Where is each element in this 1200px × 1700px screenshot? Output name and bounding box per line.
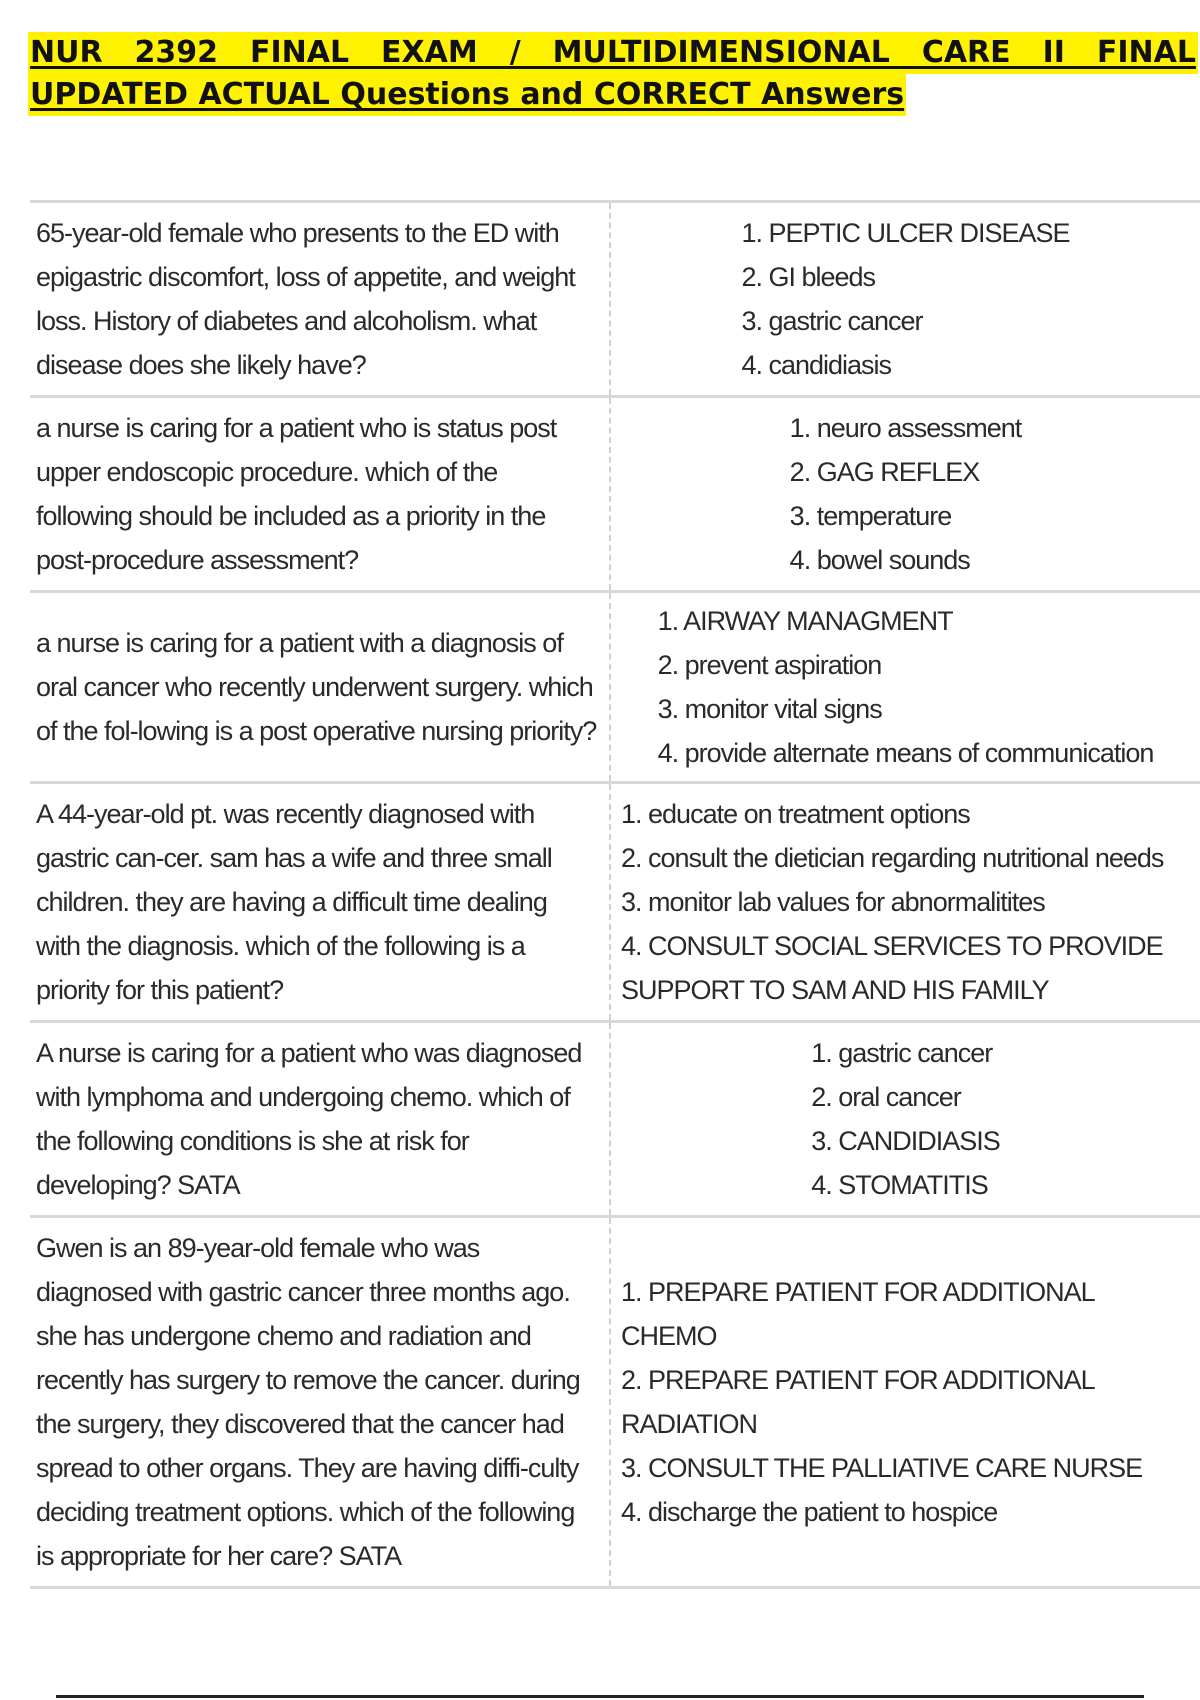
answer-option: 2. prevent aspiration [657, 650, 882, 680]
answer-option: 4. provide alternate means of communication [657, 738, 1154, 768]
qa-row [30, 592, 1200, 783]
answer-cell [610, 397, 1200, 592]
question-cell [30, 1022, 610, 1217]
answer-option: 3. CONSULT THE PALLIATIVE CARE NURSE [621, 1453, 1143, 1483]
answer-cell [610, 783, 1200, 1022]
answer-option: 3. monitor vital signs [657, 694, 882, 724]
answer-option: 3. gastric cancer [741, 306, 923, 336]
answer-option: 2. PREPARE PATIENT FOR ADDITIONAL RADIATION [621, 1365, 1094, 1439]
answer-option: 4. candidiasis [741, 350, 892, 380]
answer-option: 3. monitor lab values for abnormalitites [621, 887, 1045, 917]
answer-cell [610, 1217, 1200, 1588]
answer-cell [610, 592, 1200, 783]
answer-option: 1. AIRWAY MANAGMENT [657, 606, 953, 636]
answer-option: 3. temperature [789, 501, 952, 531]
question-cell [30, 1217, 610, 1588]
answer-list [811, 1031, 1000, 1207]
question-cell [30, 202, 610, 397]
answer-cell [610, 202, 1200, 397]
answer-option: 2. GAG REFLEX [789, 457, 980, 487]
answer-option: 4. discharge the patient to hospice [621, 1497, 998, 1527]
answer-option: 2. GI bleeds [741, 262, 876, 292]
question-text: a nurse is caring for a patient with a diagnosis of oral cancer who recently underwent surgery. which of the fol-lowing is a post operative nursing priority? [36, 628, 597, 746]
answer-option: 3. CANDIDIASIS [811, 1126, 1000, 1156]
title-line-2 [28, 74, 1200, 116]
title-line-2-text: UPDATED ACTUAL Questions and CORRECT Answers [28, 74, 906, 116]
qa-row [30, 202, 1200, 397]
question-cell [30, 783, 610, 1022]
document-title [28, 32, 1200, 116]
title-line-1-text: NUR 2392 FINAL EXAM / MULTIDIMENSIONAL CARE II FINAL [28, 32, 1198, 74]
qa-row [30, 397, 1200, 592]
answer-option: 4. STOMATITIS [811, 1170, 988, 1200]
answer-list [741, 211, 1069, 387]
answer-option: 4. CONSULT SOCIAL SERVICES TO PROVIDE SUPPORT TO SAM AND HIS FAMILY [621, 931, 1163, 1005]
question-text: A 44-year-old pt. was recently diagnosed with gastric can-cer. sam has a wife and three small children. they are having a difficult time dealing with the diagnosis. which of the following is a priority for this patient? [36, 799, 552, 1005]
answer-option: 1. PREPARE PATIENT FOR ADDITIONAL CHEMO [621, 1277, 1094, 1351]
question-text: 65-year-old female who presents to the ED with epigastric discomfort, loss of appetite, and weight loss. History of diabetes and alcoholism. what disease does she likely have? [36, 218, 575, 380]
answer-list [621, 792, 1190, 1012]
question-cell [30, 592, 610, 783]
answer-cell [610, 1022, 1200, 1217]
question-cell [30, 397, 610, 592]
footer-rule [56, 1695, 1144, 1698]
qa-row [30, 1022, 1200, 1217]
qa-table [30, 200, 1200, 1589]
answer-option: 1. neuro assessment [789, 413, 1022, 443]
answer-option: 2. consult the dietician regarding nutritional needs [621, 843, 1164, 873]
answer-option: 4. bowel sounds [789, 545, 970, 575]
answer-option: 1. gastric cancer [811, 1038, 993, 1068]
question-text: Gwen is an 89-year-old female who was diagnosed with gastric cancer three months ago. she has undergone chemo and radiation and recently has surgery to remove the cancer. during the surgery, they discovered that the cancer had spread to other organs. They are having diffi-culty deciding treatment options. which of the following is appropriate for her care? SATA [36, 1233, 580, 1571]
qa-row [30, 783, 1200, 1022]
question-text: A nurse is caring for a patient who was diagnosed with lymphoma and undergoing chemo. which of the following conditions is she at risk for developing? SATA [36, 1038, 582, 1200]
answer-list [658, 599, 1154, 775]
answer-option: 2. oral cancer [811, 1082, 961, 1112]
answer-list [790, 406, 1022, 582]
question-text: a nurse is caring for a patient who is status post upper endoscopic procedure. which of the following should be included as a priority in the post-procedure assessment? [36, 413, 557, 575]
answer-option: 1. PEPTIC ULCER DISEASE [741, 218, 1070, 248]
title-line-1 [28, 32, 1198, 74]
qa-row [30, 1217, 1200, 1588]
answer-list [621, 1270, 1190, 1534]
answer-option: 1. educate on treatment options [621, 799, 970, 829]
